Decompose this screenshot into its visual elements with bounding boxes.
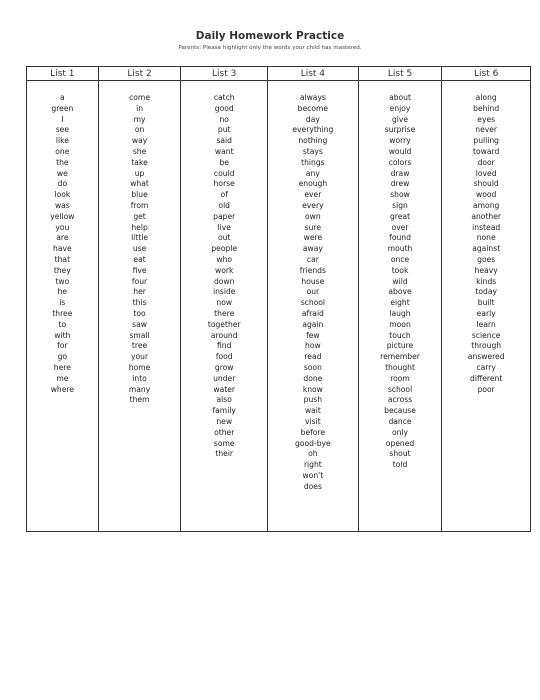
word-list-table bbox=[26, 66, 531, 532]
word-item: against bbox=[472, 244, 501, 254]
word-item: loved bbox=[475, 168, 497, 178]
word-item: show bbox=[390, 190, 410, 200]
word-item: enjoy bbox=[389, 103, 411, 113]
word-item: poor bbox=[477, 384, 495, 394]
word-item: own bbox=[305, 211, 321, 221]
word-item: around bbox=[210, 330, 238, 340]
word-item: shout bbox=[389, 449, 411, 459]
page-subtitle: Parents: Please highlight only the words your child has mastered. bbox=[178, 45, 362, 51]
word-item: always bbox=[299, 93, 326, 102]
word-item: people bbox=[211, 244, 238, 254]
word-item: friends bbox=[299, 265, 326, 275]
word-item: two bbox=[55, 276, 70, 286]
word-item: nothing bbox=[298, 136, 328, 146]
word-item: three bbox=[52, 308, 73, 318]
word-item: remember bbox=[380, 352, 420, 362]
word-item: see bbox=[55, 125, 70, 135]
word-item: yellow bbox=[50, 211, 75, 221]
word-item: no bbox=[219, 114, 229, 124]
word-list bbox=[442, 81, 530, 395]
word-item: laugh bbox=[389, 308, 411, 318]
word-list bbox=[27, 81, 98, 395]
page-title: Daily Homework Practice bbox=[195, 30, 345, 42]
word-item: for bbox=[57, 341, 68, 351]
word-item: wild bbox=[392, 276, 408, 286]
word-item: pulling bbox=[473, 136, 499, 146]
word-item: worry bbox=[389, 136, 411, 146]
word-item: said bbox=[216, 136, 232, 146]
word-item: should bbox=[473, 179, 499, 189]
word-item: their bbox=[215, 449, 234, 459]
word-list bbox=[181, 81, 267, 460]
word-item: her bbox=[133, 287, 146, 297]
word-item: with bbox=[54, 330, 71, 340]
word-item: become bbox=[297, 103, 329, 113]
word-item: dance bbox=[388, 416, 412, 426]
word-item: visit bbox=[305, 416, 321, 426]
word-item: home bbox=[128, 362, 151, 372]
word-item: car bbox=[306, 254, 319, 264]
word-item: paper bbox=[213, 211, 236, 221]
word-item: to bbox=[58, 319, 67, 329]
word-item: get bbox=[133, 211, 146, 221]
word-item: oh bbox=[308, 449, 318, 459]
list-column-4 bbox=[268, 67, 359, 531]
word-item: how bbox=[305, 341, 321, 351]
word-item: five bbox=[132, 265, 147, 275]
word-item: way bbox=[131, 136, 148, 146]
word-item: up bbox=[134, 168, 145, 178]
word-item: school bbox=[387, 384, 413, 394]
word-item: found bbox=[389, 233, 411, 243]
word-item: old bbox=[218, 200, 230, 210]
word-item: she bbox=[132, 146, 147, 156]
word-item: before bbox=[300, 427, 326, 437]
word-item: them bbox=[129, 395, 150, 405]
word-item: where bbox=[50, 384, 75, 394]
list-column-3 bbox=[181, 67, 268, 531]
word-item: mouth bbox=[387, 244, 413, 254]
word-item: toward bbox=[473, 146, 500, 156]
word-item: grow bbox=[214, 362, 234, 372]
word-item: are bbox=[56, 233, 69, 243]
word-item: wood bbox=[476, 190, 497, 200]
word-item: thought bbox=[385, 362, 415, 372]
word-item: other bbox=[214, 427, 235, 437]
word-item: only bbox=[391, 427, 409, 437]
word-item: soon bbox=[303, 362, 322, 372]
word-item: in bbox=[136, 103, 144, 113]
word-item: give bbox=[391, 114, 409, 124]
word-item: won't bbox=[302, 470, 324, 480]
word-item: good-bye bbox=[295, 438, 331, 448]
word-item: out bbox=[218, 233, 231, 243]
word-item: were bbox=[303, 233, 323, 243]
word-item: surprise bbox=[384, 125, 416, 135]
word-item: every bbox=[302, 200, 324, 210]
word-item: ever bbox=[304, 190, 322, 200]
word-item: great bbox=[389, 211, 411, 221]
word-item: me bbox=[56, 373, 69, 383]
word-item: sure bbox=[304, 222, 322, 232]
word-item: a bbox=[60, 93, 65, 102]
word-item: wait bbox=[304, 406, 321, 416]
word-item: eat bbox=[133, 254, 146, 264]
word-item: they bbox=[53, 265, 71, 275]
word-item: is bbox=[59, 298, 66, 308]
word-item: one bbox=[55, 146, 70, 156]
word-item: I bbox=[61, 114, 64, 124]
word-item: behind bbox=[473, 103, 500, 113]
word-item: does bbox=[303, 481, 322, 491]
word-item: know bbox=[302, 384, 323, 394]
word-item: tree bbox=[131, 341, 148, 351]
word-item: green bbox=[51, 103, 74, 113]
word-item: would bbox=[388, 146, 412, 156]
word-item: touch bbox=[389, 330, 411, 340]
word-item: early bbox=[476, 308, 496, 318]
word-item: drew bbox=[390, 179, 410, 189]
word-item: read bbox=[304, 352, 322, 362]
word-item: that bbox=[54, 254, 71, 264]
word-item: new bbox=[216, 416, 233, 426]
word-item: many bbox=[128, 384, 151, 394]
word-item: who bbox=[216, 254, 233, 264]
word-item: we bbox=[56, 168, 68, 178]
word-item: again bbox=[302, 319, 324, 329]
word-item: took bbox=[391, 265, 409, 275]
word-item: above bbox=[388, 287, 412, 297]
word-item: food bbox=[215, 352, 233, 362]
word-item: go bbox=[57, 352, 68, 362]
word-item: stays bbox=[302, 146, 323, 156]
list-header: List 2 bbox=[99, 67, 181, 81]
word-item: moon bbox=[389, 319, 411, 329]
word-item: want bbox=[214, 146, 234, 156]
word-item: this bbox=[132, 298, 147, 308]
word-item: school bbox=[300, 298, 326, 308]
word-item: my bbox=[133, 114, 146, 124]
word-item: like bbox=[55, 136, 69, 146]
word-item: now bbox=[216, 298, 233, 308]
word-item: do bbox=[57, 179, 68, 189]
word-item: find bbox=[217, 341, 232, 351]
word-item: about bbox=[389, 93, 411, 102]
word-item: look bbox=[54, 190, 71, 200]
word-item: take bbox=[131, 157, 148, 167]
word-item: push bbox=[303, 395, 323, 405]
list-column-2 bbox=[99, 67, 182, 531]
word-item: four bbox=[131, 276, 148, 286]
word-item: your bbox=[131, 352, 149, 362]
list-header: List 6 bbox=[442, 67, 530, 81]
word-item: house bbox=[301, 276, 325, 286]
word-item: there bbox=[214, 308, 235, 318]
word-item: be bbox=[219, 157, 229, 167]
word-item: saw bbox=[132, 319, 147, 329]
word-item: few bbox=[306, 330, 320, 340]
word-item: little bbox=[131, 233, 149, 243]
word-item: our bbox=[306, 287, 320, 297]
word-item: right bbox=[303, 460, 322, 470]
list-header: List 4 bbox=[268, 67, 358, 81]
word-item: small bbox=[129, 330, 150, 340]
word-item: heavy bbox=[474, 265, 498, 275]
word-item: under bbox=[213, 373, 236, 383]
word-item: put bbox=[217, 125, 231, 135]
word-item: science bbox=[471, 330, 501, 340]
word-item: learn bbox=[476, 319, 496, 329]
word-item: told bbox=[392, 460, 408, 470]
word-item: work bbox=[215, 265, 234, 275]
word-item: catch bbox=[213, 93, 235, 102]
word-item: kinds bbox=[476, 276, 497, 286]
word-item: inside bbox=[212, 287, 236, 297]
word-item: draw bbox=[390, 168, 410, 178]
word-item: different bbox=[470, 373, 503, 383]
word-item: door bbox=[477, 157, 495, 167]
word-item: things bbox=[301, 157, 325, 167]
list-header: List 5 bbox=[359, 67, 442, 81]
word-item: answered bbox=[467, 352, 505, 362]
word-item: of bbox=[220, 190, 228, 200]
word-item: never bbox=[475, 125, 498, 135]
word-item: have bbox=[53, 244, 72, 254]
word-item: too bbox=[133, 308, 146, 318]
list-header: List 3 bbox=[181, 67, 267, 81]
word-item: day bbox=[305, 114, 320, 124]
word-item: on bbox=[134, 125, 145, 135]
word-item: eight bbox=[390, 298, 410, 308]
word-item: along bbox=[475, 93, 497, 102]
list-column-5 bbox=[359, 67, 443, 531]
word-item: picture bbox=[386, 341, 414, 351]
word-item: live bbox=[217, 222, 231, 232]
word-item: family bbox=[212, 406, 236, 416]
word-item: what bbox=[130, 179, 149, 189]
word-item: none bbox=[476, 233, 496, 243]
word-item: horse bbox=[213, 179, 235, 189]
word-list bbox=[359, 81, 442, 471]
word-item: sign bbox=[392, 200, 408, 210]
word-item: into bbox=[132, 373, 147, 383]
word-list bbox=[268, 81, 358, 492]
word-item: together bbox=[207, 319, 241, 329]
word-item: here bbox=[53, 362, 71, 372]
word-item: the bbox=[56, 157, 69, 167]
word-item: colors bbox=[388, 157, 412, 167]
word-item: once bbox=[390, 254, 410, 264]
word-item: use bbox=[132, 244, 147, 254]
word-item: room bbox=[390, 373, 410, 383]
word-item: everything bbox=[292, 125, 334, 135]
word-item: good bbox=[214, 103, 234, 113]
list-column-1 bbox=[27, 67, 99, 531]
list-header: List 1 bbox=[27, 67, 98, 81]
word-item: any bbox=[305, 168, 320, 178]
word-item: was bbox=[54, 200, 70, 210]
word-item: could bbox=[213, 168, 235, 178]
word-item: enough bbox=[298, 179, 328, 189]
word-item: today bbox=[475, 287, 497, 297]
word-list bbox=[99, 81, 181, 406]
word-item: through bbox=[471, 341, 502, 351]
word-item: away bbox=[302, 244, 323, 254]
word-item: eyes bbox=[477, 114, 496, 124]
word-item: because bbox=[384, 406, 416, 416]
word-item: some bbox=[213, 438, 235, 448]
word-item: help bbox=[131, 222, 148, 232]
word-item: come bbox=[129, 93, 150, 102]
word-item: built bbox=[477, 298, 495, 308]
word-item: among bbox=[473, 200, 500, 210]
word-item: he bbox=[57, 287, 68, 297]
word-item: also bbox=[216, 395, 232, 405]
word-item: instead bbox=[472, 222, 501, 232]
word-item: you bbox=[55, 222, 70, 232]
word-item: another bbox=[471, 211, 502, 221]
word-item: from bbox=[130, 200, 149, 210]
word-item: across bbox=[387, 395, 413, 405]
word-item: carry bbox=[476, 362, 496, 372]
word-item: goes bbox=[477, 254, 496, 264]
word-item: down bbox=[213, 276, 235, 286]
word-item: blue bbox=[131, 190, 148, 200]
word-item: opened bbox=[385, 438, 415, 448]
word-item: afraid bbox=[301, 308, 324, 318]
list-column-6 bbox=[442, 67, 530, 531]
word-item: water bbox=[213, 384, 236, 394]
word-item: done bbox=[303, 373, 323, 383]
word-item: over bbox=[391, 222, 409, 232]
